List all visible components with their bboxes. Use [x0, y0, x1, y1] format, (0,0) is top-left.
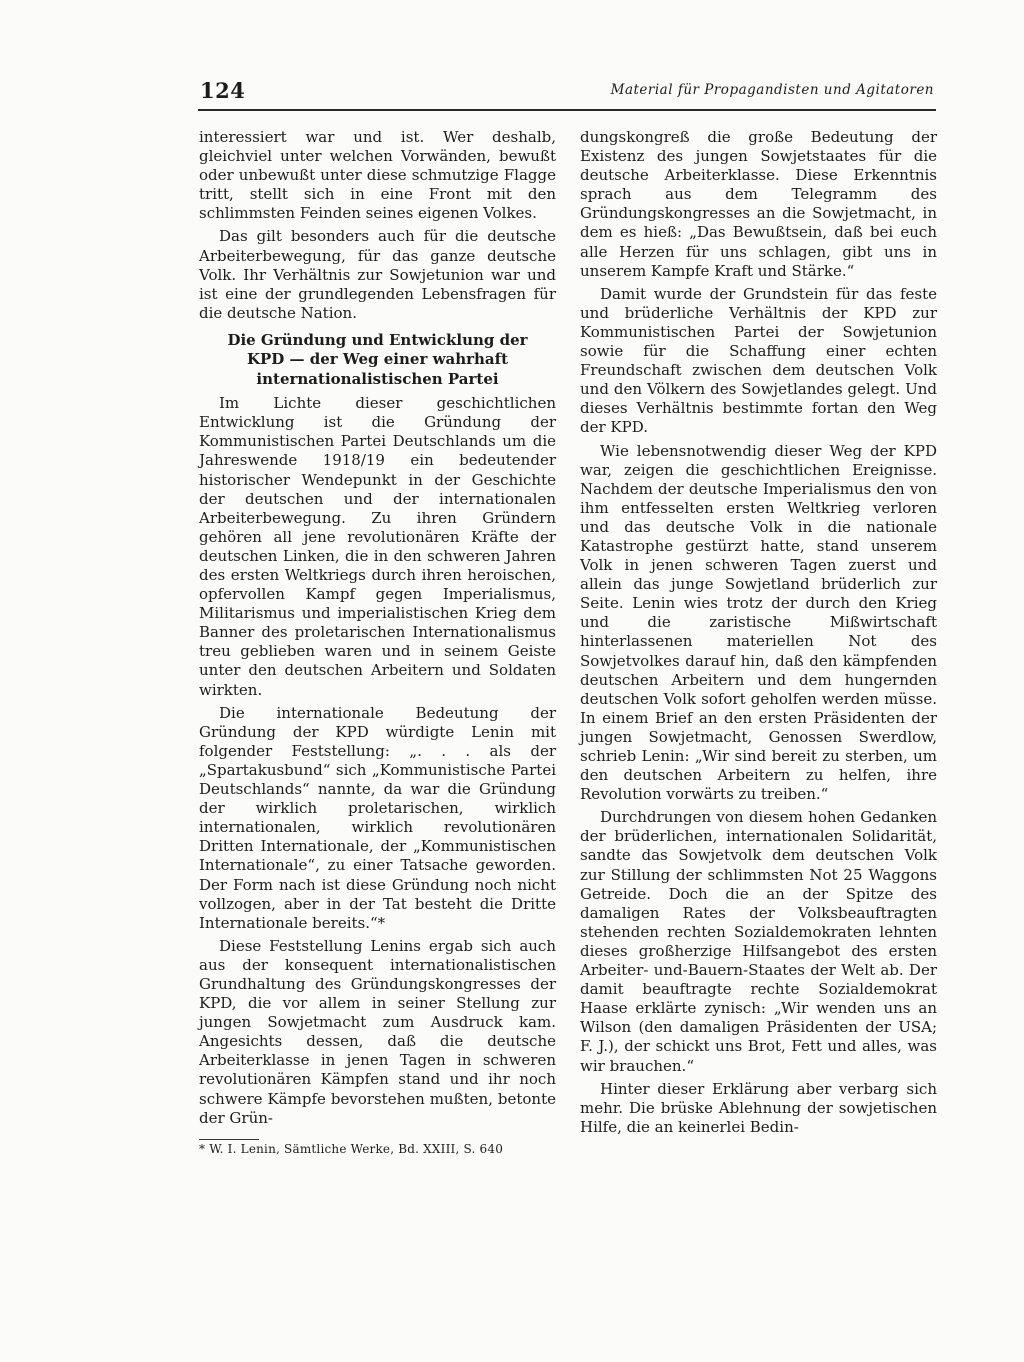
right-column	[580, 128, 937, 1137]
left-column	[199, 128, 556, 1157]
running-title: Material für Propagandisten und Agitatoren	[610, 82, 934, 98]
paragraph: Durchdrungen von diesem hohen Gedanken der brüderlichen, internationalen Solidarität, sandte das Sowjetvolk dem deutschen Volk zur Stillung der schlimmsten Not 25 Waggons Getreide. Doch die an der Spitze des damaligen Rates der Volksbeauftragten stehenden rechten Sozialdemokraten lehnten dieses großherzige Hilfsangebot des ersten Arbeiter- und-Bauern-Staates der Welt ab. Der damit beauftragte rechte Sozialdemokrat Haase erklärte zynisch: „Wir wenden uns an Wilson (den damaligen Präsidenten der USA; F. J.), der schickt uns Brot, Fett und alles, was wir brauchen.“	[580, 808, 937, 1075]
paragraph: Im Lichte dieser geschichtlichen Entwicklung ist die Gründung der Kommunistischen Partei Deutschlands um die Jahreswende 1918/19 ein bedeutender historischer Wendepunkt in der Geschichte der deutschen und der internationalen Arbeiterbewegung. Zu ihren Gründern gehören all jene revolutionären Kräfte der deutschen Linken, die in den schweren Jahren des ersten Weltkriegs durch ihren heroischen, opfervollen Kampf gegen Imperialismus, Militarismus und imperialistischen Krieg dem Banner des proletarischen Internationalismus treu geblieben waren und in seinem Geiste unter den deutschen Arbeitern und Soldaten wirkten.	[199, 394, 556, 699]
footnote-rule	[199, 1139, 259, 1140]
paragraph: Damit wurde der Grundstein für das feste und brüderliche Verhältnis der KPD zur Kommunistischen Partei der Sowjetunion sowie für die Schaffung einer echten Freundschaft zwischen dem deutschen Volk und den Völkern des Sowjetlandes gelegt. Und dieses Verhältnis bestimmte fortan den Weg der KPD.	[580, 284, 937, 437]
section-heading	[199, 331, 556, 389]
page-number: 124	[200, 78, 246, 103]
paragraph: Diese Feststellung Lenins ergab sich auch aus der konsequent internationalistischen Grundhaltung des Gründungskongresses der KPD, die vor allem in seiner Stellung zur jungen Sowjetmacht zum Ausdruck kam. Angesichts dessen, daß die deutsche Arbeiterklasse in jenen Tagen in schweren revolutionären Kämpfen stand und ihr noch schwere Kämpfe bevorstehen mußten, betonte der Grün-	[199, 936, 556, 1127]
paragraph: Hinter dieser Erklärung aber verbarg sich mehr. Die brüske Ablehnung der sowjetischen Hilfe, die an keinerlei Bedin-	[580, 1079, 937, 1136]
paragraph: Das gilt besonders auch für die deutsche Arbeiterbewegung, für das ganze deutsche Volk. Ihr Verhältnis zur Sowjetunion war und ist eine der grundlegenden Lebensfragen für die deutsche Nation.	[199, 227, 556, 322]
header-rule	[198, 109, 936, 111]
paragraph: Wie lebensnotwendig dieser Weg der KPD war, zeigen die geschichtlichen Ereignisse. Nachdem der deutsche Imperialismus den von ihm entfesselten ersten Weltkrieg verloren und das deutsche Volk in die nationale Katastrophe gestürzt hatte, stand unserem Volk in jenen schweren Tagen zuerst und allein das junge Sowjetland brüderlich zur Seite. Lenin wies trotz der durch den Krieg und die zaristische Mißwirtschaft hinterlassenen materiellen Not des Sowjetvolkes darauf hin, daß den kämpfenden deutschen Arbeitern und dem hungernden deutschen Volk sofort geholfen werden müsse. In einem Brief an den ersten Präsidenten der jungen Sowjetmacht, Genossen Swerdlow, schrieb Lenin: „Wir sind bereit zu sterben, um den deutschen Arbeitern zu helfen, ihre Revolution vorwärts zu treiben.“	[580, 441, 937, 804]
heading-line: internationalistischen Partei	[256, 369, 499, 388]
footnote: * W. I. Lenin, Sämtliche Werke, Bd. XXIII, S. 640	[199, 1141, 504, 1156]
heading-line: Die Gründung und Entwicklung der	[227, 330, 528, 349]
paragraph: Die internationale Bedeutung der Gründung der KPD würdigte Lenin mit folgender Feststellung: „. . . als der „Spartakusbund“ sich „Kommunistische Partei Deutschlands“ nannte, da war die Gründung der wirklich proletarischen, wirklich internationalen, wirklich revolutionären Dritten Internationale, der „Kommunistischen Internationale“, zu einer Tatsache geworden. Der Form nach ist diese Gründung noch nicht vollzogen, aber in der Tat besteht die Dritte Internationale bereits.“*	[199, 703, 556, 932]
paragraph: dungskongreß die große Bedeutung der Existenz des jungen Sowjetstaates für die deutsche Arbeiterklasse. Diese Erkenntnis sprach aus dem Telegramm des Gründungskongresses an die Sowjetmacht, in dem es hieß: „Das Bewußtsein, daß bei euch alle Herzen für uns schlagen, gibt uns in unserem Kampfe Kraft und Stärke.“	[580, 128, 937, 280]
paragraph: interessiert war und ist. Wer deshalb, gleichviel unter welchen Vorwänden, bewußt oder unbewußt unter diese schmutzige Flagge tritt, stellt sich in eine Front mit den schlimmsten Feinden seines eigenen Volkes.	[199, 128, 556, 223]
heading-line: KPD — der Weg einer wahrhaft	[246, 350, 509, 369]
